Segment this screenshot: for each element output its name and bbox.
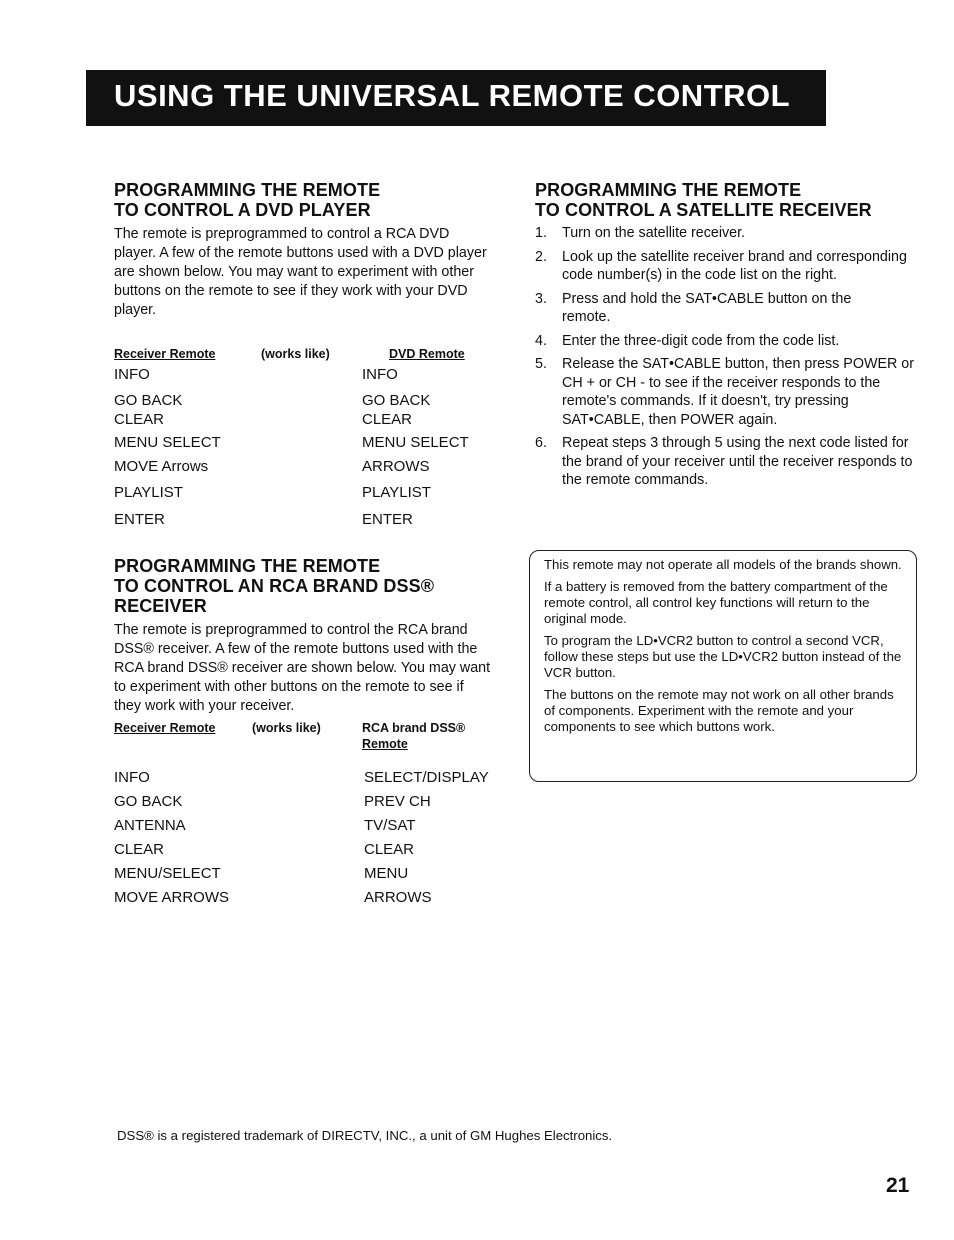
table-cell: ARROWS — [362, 458, 430, 475]
table-row — [114, 886, 494, 910]
satellite-section — [535, 180, 920, 495]
dvd-heading — [114, 180, 494, 220]
satellite-heading-line2: TO CONTROL A SATELLITE RECEIVER — [535, 200, 872, 220]
satellite-steps — [535, 224, 920, 490]
step-number: 1. — [535, 225, 547, 241]
list-item — [535, 332, 920, 351]
note-paragraph: The buttons on the remote may not work on all other brands of components. Experiment with the remote and your components to see which buttons work. — [544, 687, 894, 734]
dss-heading-line2: TO CONTROL AN RCA BRAND DSS® — [114, 576, 435, 596]
dss-table — [114, 766, 494, 910]
step-text: Look up the satellite receiver brand and corresponding code number(s) in the code list on the right. — [562, 248, 907, 283]
table-row — [114, 766, 494, 790]
step-number: 6. — [535, 435, 547, 451]
table-row — [114, 410, 494, 429]
table-cell: ENTER — [362, 511, 413, 528]
dss-col-works: (works like) — [252, 721, 321, 735]
table-cell: CLEAR — [362, 411, 413, 428]
table-cell: INFO — [114, 366, 150, 383]
table-cell: GO BACK — [114, 392, 183, 409]
step-number: 3. — [535, 290, 547, 307]
table-row — [114, 363, 494, 387]
table-cell: ENTER — [114, 511, 165, 528]
trademark-footnote: DSS® is a registered trademark of DIRECTV, INC., a unit of GM Hughes Electronics. — [117, 1128, 613, 1143]
table-cell: ANTENNA — [114, 817, 186, 834]
table-cell: SELECT/DISPLAY — [364, 769, 489, 786]
step-text: Repeat steps 3 through 5 using the next code listed for the brand of your receiver until the receiver responds to the remote commands. — [562, 435, 913, 488]
table-row — [114, 391, 494, 410]
dss-body: The remote is preprogrammed to control the RCA brand DSS® receiver. A few of the remote buttons used with the RCA brand DSS® receiver are shown below. You may want to experiment with other buttons on the remote to see if they work with your receiver. — [114, 622, 491, 714]
table-cell: MENU — [364, 865, 409, 882]
table-cell: MOVE ARROWS — [114, 889, 230, 906]
dss-heading-line3: RECEIVER — [114, 596, 207, 616]
table-cell: ARROWS — [364, 889, 432, 906]
step-text: Turn on the satellite receiver. — [562, 225, 746, 241]
table-row — [114, 481, 494, 505]
table-cell: PLAYLIST — [114, 484, 183, 501]
note-paragraph: This remote may not operate all models of the brands shown. — [544, 557, 902, 572]
dvd-body: The remote is preprogrammed to control a RCA DVD player. A few of the remote buttons used with a DVD player are shown below. You may want to experiment with other buttons on the remote to see if they work with your DVD player. — [114, 226, 487, 318]
page-number: 21 — [886, 1174, 910, 1197]
step-number: 4. — [535, 332, 547, 349]
dss-section — [114, 556, 494, 910]
dvd-section — [114, 180, 494, 532]
list-item — [535, 224, 920, 243]
table-cell: MOVE Arrows — [114, 458, 209, 475]
step-text: Enter the three-digit code from the code list. — [562, 332, 840, 349]
step-text: Press and hold the SAT•CABLE button on the remote. — [562, 290, 852, 325]
table-cell: CLEAR — [114, 841, 165, 858]
dvd-table — [114, 363, 494, 532]
table-cell: MENU SELECT — [114, 434, 221, 451]
table-cell: GO BACK — [114, 793, 183, 810]
table-cell: GO BACK — [362, 392, 431, 409]
table-cell: TV/SAT — [364, 817, 416, 834]
table-cell: PREV CH — [364, 793, 431, 810]
dss-heading-line1: PROGRAMMING THE REMOTE — [114, 556, 381, 576]
list-item — [535, 434, 920, 490]
dss-col-dss-line1: RCA brand DSS® — [362, 721, 466, 735]
dvd-heading-line1: PROGRAMMING THE REMOTE — [114, 180, 381, 200]
list-item — [535, 248, 920, 285]
satellite-heading-line1: PROGRAMMING THE REMOTE — [535, 180, 802, 200]
note-paragraph: To program the LD•VCR2 button to control a second VCR, follow these steps but use the LD•VCR2 button instead of the VCR button. — [544, 633, 902, 680]
dvd-heading-line2: TO CONTROL A DVD PLAYER — [114, 200, 371, 220]
table-cell: CLEAR — [364, 841, 415, 858]
dvd-col-receiver: Receiver Remote — [114, 347, 216, 361]
table-row — [114, 508, 494, 532]
table-cell: CLEAR — [114, 411, 165, 428]
list-item — [535, 355, 920, 429]
note-box — [529, 550, 917, 782]
dss-col-receiver: Receiver Remote — [114, 721, 216, 735]
dss-col-dss-line2: Remote — [362, 737, 408, 751]
table-row — [114, 455, 494, 479]
table-cell: INFO — [114, 769, 150, 786]
table-cell: PLAYLIST — [362, 484, 431, 501]
note-paragraph: If a battery is removed from the battery compartment of the remote control, all control key functions will return to the original mode. — [544, 579, 888, 626]
dss-table-header — [114, 720, 494, 752]
dvd-col-works: (works like) — [261, 347, 330, 361]
satellite-heading — [535, 180, 920, 220]
step-text: Release the SAT•CABLE button, then press POWER or CH + or CH - to see if the receiver responds to the remote's commands. If it doesn't, try pressing SAT•CABLE, then POWER again. — [562, 356, 914, 428]
page-banner: USING THE UNIVERSAL REMOTE CONTROL — [86, 70, 826, 126]
table-row — [114, 838, 494, 862]
table-row — [114, 790, 494, 814]
table-cell: MENU SELECT — [362, 434, 469, 451]
step-number: 5. — [535, 356, 547, 372]
table-cell: MENU/SELECT — [114, 865, 221, 882]
dss-heading — [114, 556, 494, 616]
table-row — [114, 862, 494, 886]
step-number: 2. — [535, 248, 547, 265]
table-cell: INFO — [362, 366, 398, 383]
dvd-col-dvd: DVD Remote — [389, 347, 465, 361]
dss-col-dss — [362, 720, 492, 752]
table-row — [114, 814, 494, 838]
list-item — [535, 290, 920, 327]
dvd-table-header — [114, 347, 494, 361]
table-row — [114, 431, 494, 455]
